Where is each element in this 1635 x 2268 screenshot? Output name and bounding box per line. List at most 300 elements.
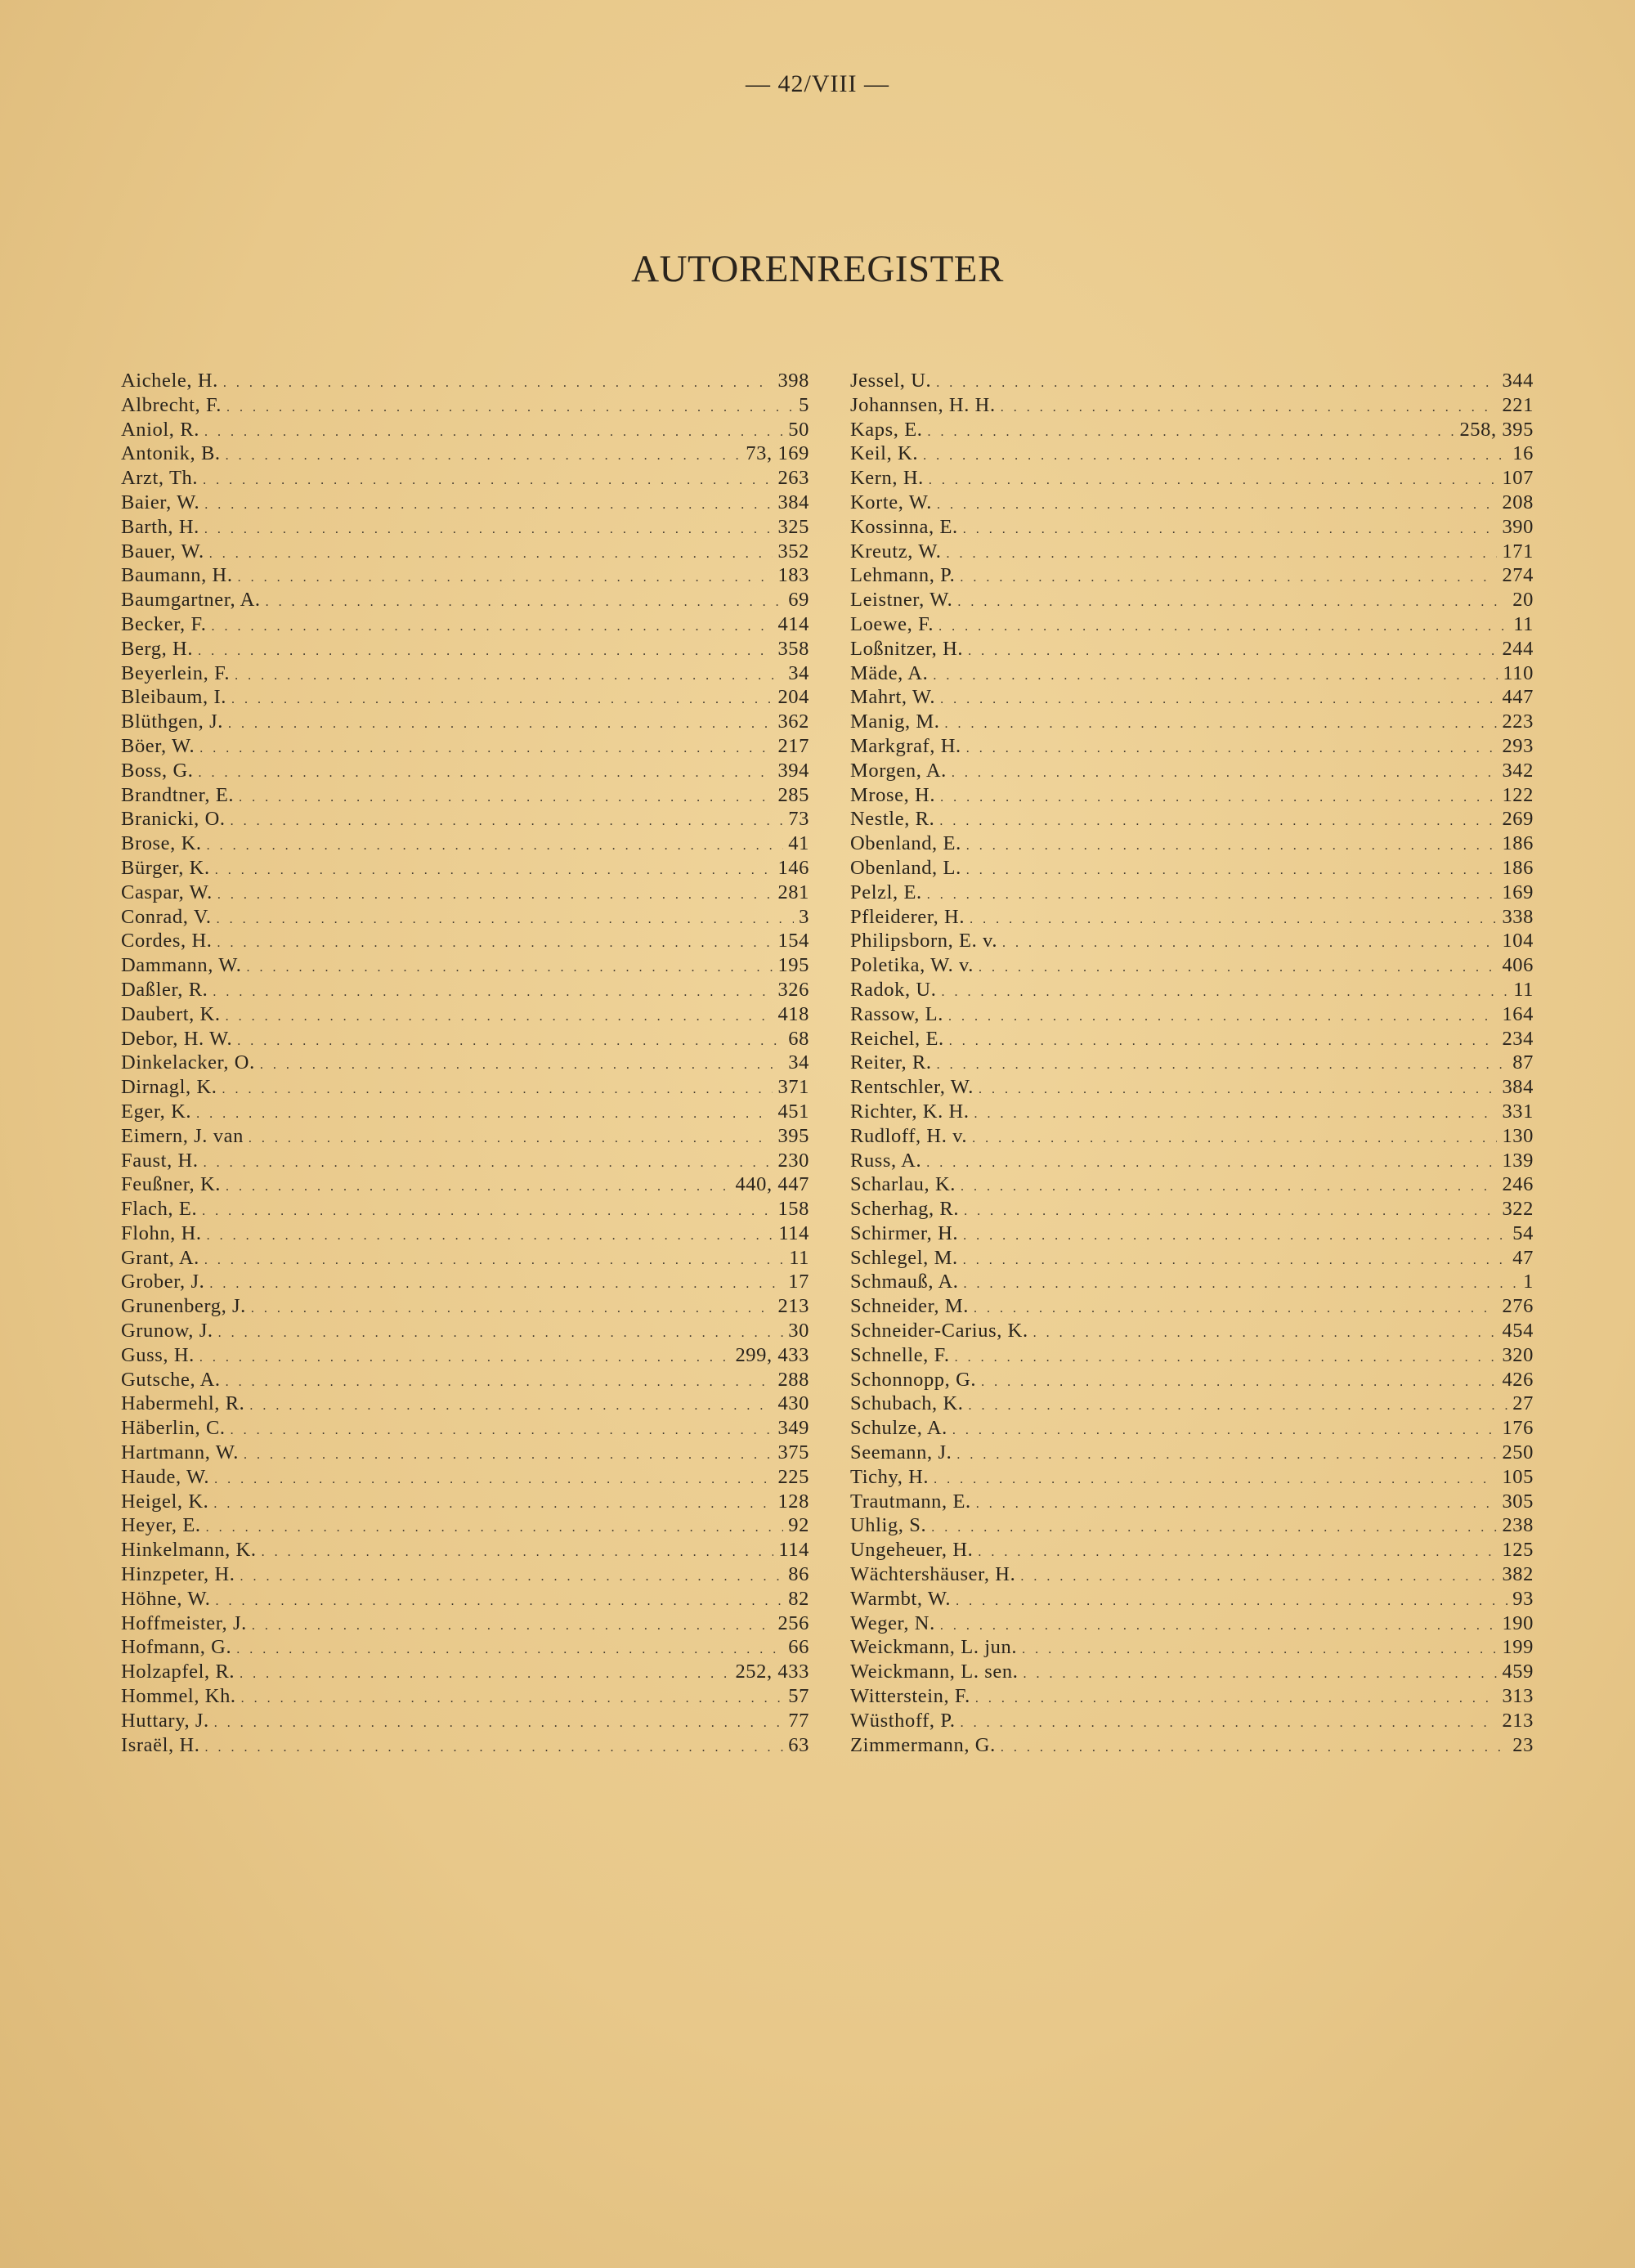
index-entry — [121, 1612, 809, 1637]
index-entry — [121, 1417, 809, 1441]
index-entry — [850, 442, 1534, 467]
author-name: Weickmann, L. sen. — [850, 1661, 1019, 1683]
index-entry — [850, 1320, 1534, 1344]
leader-dots — [199, 766, 773, 781]
index-entry — [121, 1661, 809, 1685]
page-references: 93 — [1512, 1587, 1534, 1610]
page-references: 252, 433 — [735, 1661, 809, 1683]
page-references: 47 — [1512, 1246, 1534, 1269]
index-entry — [850, 1417, 1534, 1441]
author-name: Kreutz, W. — [850, 540, 942, 563]
page-references: 246 — [1502, 1173, 1534, 1196]
author-name: Dammann, W. — [121, 954, 242, 977]
index-entry — [121, 1734, 809, 1759]
page-references: 384 — [1502, 1076, 1534, 1099]
leader-dots — [936, 376, 1497, 391]
author-name: Guss, H. — [121, 1343, 195, 1366]
author-name: Hinkelmann, K. — [121, 1539, 257, 1562]
author-name: Schubach, K. — [850, 1392, 964, 1415]
leader-dots — [213, 985, 773, 1000]
index-entry — [121, 1392, 809, 1417]
leader-dots — [926, 1156, 1497, 1171]
index-entry — [121, 540, 809, 565]
leader-dots — [213, 1497, 773, 1512]
author-name: Schirmer, H. — [850, 1221, 959, 1244]
page-references: 92 — [788, 1514, 809, 1537]
page-references: 454 — [1502, 1320, 1534, 1342]
author-name: Israël, H. — [121, 1733, 200, 1756]
index-entry — [850, 832, 1534, 857]
leader-dots — [975, 1692, 1498, 1706]
author-name: Bürger, K. — [121, 856, 210, 879]
index-entry — [121, 1271, 809, 1295]
page-references: 459 — [1502, 1661, 1534, 1683]
author-name: Grober, J. — [121, 1271, 205, 1293]
index-entry — [121, 1003, 809, 1028]
author-name: Bauer, W. — [121, 540, 204, 563]
index-entry — [121, 1588, 809, 1612]
author-name: Brose, K. — [121, 832, 202, 855]
author-name: Kern, H. — [850, 467, 924, 490]
page-references: 190 — [1502, 1611, 1534, 1634]
index-entry — [121, 906, 809, 930]
author-name: Morgen, A. — [850, 759, 947, 782]
author-name: Scharlau, K. — [850, 1173, 956, 1196]
author-name: Aichele, H. — [121, 370, 218, 392]
index-entry — [850, 1271, 1534, 1295]
author-name: Uhlig, S. — [850, 1514, 927, 1537]
index-entry — [850, 808, 1534, 832]
page-references: 169 — [1502, 881, 1534, 903]
leader-dots — [961, 1716, 1498, 1731]
index-entry — [850, 1490, 1534, 1515]
page-references: 269 — [1502, 808, 1534, 831]
author-name: Rentschler, W. — [850, 1076, 974, 1099]
index-entry — [121, 1369, 809, 1393]
page-references: 199 — [1502, 1636, 1534, 1659]
page-references: 451 — [777, 1100, 809, 1123]
leader-dots — [978, 1545, 1497, 1560]
index-entry — [121, 735, 809, 760]
leader-dots — [948, 1010, 1497, 1024]
leader-dots — [972, 1132, 1497, 1146]
leader-dots — [968, 644, 1497, 659]
leader-dots — [199, 742, 773, 756]
index-entry — [121, 1100, 809, 1125]
page-references: 186 — [1502, 832, 1534, 855]
index-entry — [121, 662, 809, 687]
page-references: 281 — [777, 881, 809, 903]
index-entry — [121, 686, 809, 710]
author-name: Reiter, R. — [850, 1051, 932, 1074]
leader-dots — [956, 1594, 1507, 1609]
page-references: 30 — [788, 1320, 809, 1342]
page-references: 349 — [777, 1417, 809, 1440]
leader-dots — [923, 449, 1507, 464]
index-entry — [121, 808, 809, 832]
page-references: 344 — [1502, 370, 1534, 392]
author-name: Lehmann, P. — [850, 564, 956, 587]
author-name: Holzapfel, R. — [121, 1661, 235, 1683]
page-references: 86 — [788, 1563, 809, 1586]
page-references: 17 — [788, 1271, 809, 1293]
leader-dots — [945, 717, 1498, 732]
index-entry — [850, 1710, 1534, 1734]
page-references: 139 — [1502, 1149, 1534, 1172]
leader-dots — [206, 1521, 784, 1535]
index-entry — [850, 394, 1534, 419]
author-name: Weger, N. — [850, 1611, 935, 1634]
page-references: 313 — [1502, 1685, 1534, 1708]
leader-dots — [241, 1692, 784, 1706]
leader-dots — [198, 644, 773, 659]
author-name: Markgraf, H. — [850, 734, 961, 757]
author-name: Haude, W. — [121, 1465, 210, 1488]
page-references: 326 — [777, 978, 809, 1001]
page-references: 430 — [777, 1392, 809, 1415]
page-references: 195 — [777, 954, 809, 977]
index-entry — [121, 564, 809, 589]
page-references: 183 — [777, 564, 809, 587]
page-references: 342 — [1502, 759, 1534, 782]
index-entry — [121, 1295, 809, 1320]
page-references: 11 — [789, 1246, 809, 1269]
author-name: Zimmermann, G. — [850, 1733, 996, 1756]
author-name: Schlegel, M. — [850, 1246, 958, 1269]
index-entry — [121, 954, 809, 979]
index-entry — [850, 906, 1534, 930]
page-references: 77 — [788, 1709, 809, 1732]
author-name: Mäde, A. — [850, 661, 929, 684]
leader-dots — [955, 1351, 1498, 1365]
page-references: 5 — [799, 393, 809, 416]
leader-dots — [928, 425, 1455, 440]
author-index-left-column — [121, 370, 809, 1758]
index-entry — [121, 760, 809, 784]
page-references: 305 — [1502, 1490, 1534, 1513]
page-references: 66 — [788, 1636, 809, 1659]
author-name: Becker, F. — [121, 612, 207, 635]
index-entry — [121, 1150, 809, 1174]
leader-dots — [226, 1375, 773, 1390]
author-name: Johannsen, H. H. — [850, 393, 996, 416]
page-references: 322 — [1502, 1198, 1534, 1221]
author-name: Kaps, E. — [850, 418, 923, 441]
index-entry — [850, 784, 1534, 809]
author-name: Antonik, B. — [121, 442, 221, 465]
leader-dots — [970, 912, 1497, 927]
index-entry — [121, 1173, 809, 1198]
author-name: Dinkelacker, O. — [121, 1051, 255, 1074]
leader-dots — [231, 1423, 773, 1438]
leader-dots — [244, 1448, 773, 1463]
leader-dots — [238, 571, 773, 585]
page-references: 244 — [1502, 637, 1534, 660]
index-entry — [850, 1369, 1534, 1393]
leader-dots — [226, 1180, 730, 1195]
page-references: 358 — [777, 637, 809, 660]
page-references: 1 — [1523, 1271, 1534, 1293]
page-references: 250 — [1502, 1441, 1534, 1464]
leader-dots — [937, 1058, 1508, 1073]
index-entry — [850, 1466, 1534, 1490]
index-entry — [850, 1173, 1534, 1198]
leader-dots — [933, 669, 1498, 684]
author-name: Obenland, E. — [850, 832, 961, 855]
leader-dots — [963, 1229, 1507, 1244]
author-name: Scherhag, R. — [850, 1198, 960, 1221]
index-entry — [850, 370, 1534, 394]
index-entry — [850, 1588, 1534, 1612]
author-name: Gutsche, A. — [121, 1368, 221, 1391]
page-references: 221 — [1502, 393, 1534, 416]
page-references: 27 — [1512, 1392, 1534, 1415]
leader-dots — [222, 1082, 773, 1097]
page-references: 34 — [788, 661, 809, 684]
author-name: Feußner, K. — [121, 1173, 221, 1196]
author-name: Seemann, J. — [850, 1441, 952, 1464]
leader-dots — [931, 1521, 1497, 1535]
page-references: 394 — [777, 759, 809, 782]
leader-dots — [252, 1619, 773, 1634]
leader-dots — [203, 473, 773, 488]
page-references: 57 — [788, 1685, 809, 1708]
leader-dots — [957, 595, 1507, 610]
index-entry — [121, 1441, 809, 1466]
page-references: 176 — [1502, 1417, 1534, 1440]
index-entry — [850, 1392, 1534, 1417]
leader-dots — [979, 961, 1497, 975]
author-name: Baumann, H. — [121, 564, 233, 587]
leader-dots — [961, 1180, 1497, 1195]
page-references: 41 — [788, 832, 809, 855]
author-name: Rudloff, H. v. — [850, 1124, 968, 1147]
page-references: 122 — [1502, 783, 1534, 806]
page-references: 217 — [777, 734, 809, 757]
author-name: Tichy, H. — [850, 1465, 929, 1488]
index-entry — [121, 857, 809, 881]
leader-dots — [217, 936, 773, 951]
leader-dots — [1023, 1667, 1497, 1682]
author-name: Boss, G. — [121, 759, 194, 782]
author-name: Reichel, E. — [850, 1027, 944, 1050]
author-name: Obenland, L. — [850, 856, 961, 879]
author-name: Schneider, M. — [850, 1295, 969, 1318]
leader-dots — [260, 1058, 783, 1073]
page-references: 146 — [777, 856, 809, 879]
leader-dots — [1020, 1570, 1497, 1584]
author-name: Hinzpeter, H. — [121, 1563, 235, 1586]
leader-dots — [240, 1570, 783, 1584]
page-references: 299, 433 — [735, 1343, 809, 1366]
index-entry — [850, 1100, 1534, 1125]
page-references: 82 — [788, 1587, 809, 1610]
index-entry — [121, 442, 809, 467]
index-entry — [121, 832, 809, 857]
leader-dots — [204, 1253, 784, 1268]
leader-dots — [226, 1010, 773, 1024]
leader-dots — [204, 1741, 783, 1755]
leader-dots — [240, 1667, 730, 1682]
index-entry — [850, 1661, 1534, 1685]
page-references: 418 — [777, 1002, 809, 1025]
page-references: 73 — [788, 808, 809, 831]
author-name: Conrad, V. — [121, 905, 212, 928]
author-name: Bleibaum, I. — [121, 686, 226, 709]
leader-dots — [956, 1448, 1497, 1463]
page-references: 223 — [1502, 710, 1534, 733]
page-references: 352 — [777, 540, 809, 563]
leader-dots — [949, 1034, 1498, 1049]
author-name: Eger, K. — [121, 1100, 192, 1123]
leader-dots — [228, 717, 773, 732]
index-entry — [850, 1612, 1534, 1637]
page-references: 158 — [777, 1198, 809, 1221]
leader-dots — [1001, 401, 1498, 415]
index-entry — [850, 710, 1534, 735]
page-references: 285 — [777, 783, 809, 806]
page-references: 375 — [777, 1441, 809, 1464]
page-references: 263 — [777, 467, 809, 490]
leader-dots — [940, 1619, 1498, 1634]
author-name: Loßnitzer, H. — [850, 637, 964, 660]
leader-dots — [239, 791, 773, 805]
index-entry — [121, 979, 809, 1003]
leader-dots — [1033, 1326, 1498, 1341]
author-name: Russ, A. — [850, 1149, 922, 1172]
page-references: 110 — [1503, 661, 1534, 684]
page-references: 11 — [1513, 612, 1534, 635]
index-entry — [121, 613, 809, 638]
author-name: Dirnagl, K. — [121, 1076, 217, 1099]
page-references: 11 — [1513, 978, 1534, 1001]
leader-dots — [1022, 1643, 1497, 1657]
leader-dots — [231, 814, 784, 829]
page-references: 3 — [799, 905, 809, 928]
index-entry — [121, 1125, 809, 1150]
index-entry — [850, 1125, 1534, 1150]
page-references: 371 — [777, 1076, 809, 1099]
author-name: Baumgartner, A. — [121, 589, 261, 612]
index-entry — [850, 1344, 1534, 1369]
index-entry — [121, 516, 809, 540]
author-name: Heyer, E. — [121, 1514, 201, 1537]
leader-dots — [207, 1229, 774, 1244]
page-references: 325 — [777, 515, 809, 538]
leader-dots — [204, 522, 773, 537]
index-entry — [850, 1295, 1534, 1320]
author-name: Daßler, R. — [121, 978, 208, 1001]
page-references: 186 — [1502, 856, 1534, 879]
leader-dots — [209, 1277, 783, 1292]
page-references: 406 — [1502, 954, 1534, 977]
leader-dots — [937, 498, 1497, 513]
author-name: Flohn, H. — [121, 1221, 202, 1244]
leader-dots — [251, 1302, 773, 1316]
page-references: 390 — [1502, 515, 1534, 538]
page-references: 230 — [777, 1149, 809, 1172]
page-references: 23 — [1512, 1733, 1534, 1756]
index-entry — [121, 1028, 809, 1052]
author-name: Schmauß, A. — [850, 1271, 959, 1293]
leader-dots — [246, 961, 773, 975]
author-name: Poletika, W. v. — [850, 954, 974, 977]
index-entry — [850, 954, 1534, 979]
leader-dots — [964, 1204, 1497, 1219]
author-name: Schneider-Carius, K. — [850, 1320, 1028, 1342]
leader-dots — [974, 1302, 1497, 1316]
index-entry — [121, 1710, 809, 1734]
leader-dots — [204, 425, 783, 440]
leader-dots — [1002, 936, 1497, 951]
author-name: Berg, H. — [121, 637, 194, 660]
page-references: 114 — [778, 1221, 809, 1244]
index-entry — [850, 1150, 1534, 1174]
index-entry — [121, 784, 809, 809]
index-entry — [121, 1076, 809, 1100]
leader-dots — [939, 814, 1497, 829]
author-name: Hoffmeister, J. — [121, 1611, 247, 1634]
index-entry — [121, 1247, 809, 1271]
index-entry — [850, 516, 1534, 540]
author-name: Heigel, K. — [121, 1490, 209, 1513]
author-name: Hommel, Kh. — [121, 1685, 236, 1708]
author-name: Keil, K. — [850, 442, 919, 465]
page-references: 54 — [1512, 1221, 1534, 1244]
page-references: 63 — [788, 1733, 809, 1756]
leader-dots — [226, 401, 794, 415]
index-entry — [121, 467, 809, 491]
author-name: Richter, K. H. — [850, 1100, 970, 1123]
leader-dots — [963, 522, 1498, 537]
page-references: 414 — [777, 612, 809, 635]
leader-dots — [981, 1375, 1497, 1390]
author-index-right-column — [850, 370, 1534, 1758]
author-name: Manig, M. — [850, 710, 940, 733]
page-references: 107 — [1502, 467, 1534, 490]
author-name: Höhne, W. — [121, 1587, 211, 1610]
leader-dots — [952, 766, 1498, 781]
index-entry — [850, 638, 1534, 662]
page-references: 204 — [777, 686, 809, 709]
index-entry — [850, 760, 1534, 784]
index-entry — [850, 686, 1534, 710]
index-entry — [121, 394, 809, 419]
index-entry — [121, 1222, 809, 1247]
leader-dots — [217, 912, 795, 927]
page-references: 274 — [1502, 564, 1534, 587]
page-number: — 42/VIII — — [746, 70, 889, 97]
index-entry — [850, 1198, 1534, 1222]
index-entry — [850, 1003, 1534, 1028]
page-references: 213 — [1502, 1709, 1534, 1732]
author-name: Daubert, K. — [121, 1002, 221, 1025]
page-references: 288 — [777, 1368, 809, 1391]
leader-dots — [963, 1253, 1508, 1268]
page-references: 238 — [1502, 1514, 1534, 1537]
index-entry — [850, 1734, 1534, 1759]
leader-dots — [218, 1326, 784, 1341]
page-title: AUTORENREGISTER — [631, 248, 1004, 290]
index-entry — [850, 540, 1534, 565]
author-name: Grunow, J. — [121, 1320, 213, 1342]
leader-dots — [960, 571, 1497, 585]
page-references: 130 — [1502, 1124, 1534, 1147]
index-entry — [850, 735, 1534, 760]
index-entry — [121, 1514, 809, 1539]
page-references: 208 — [1502, 491, 1534, 513]
leader-dots — [217, 888, 773, 903]
